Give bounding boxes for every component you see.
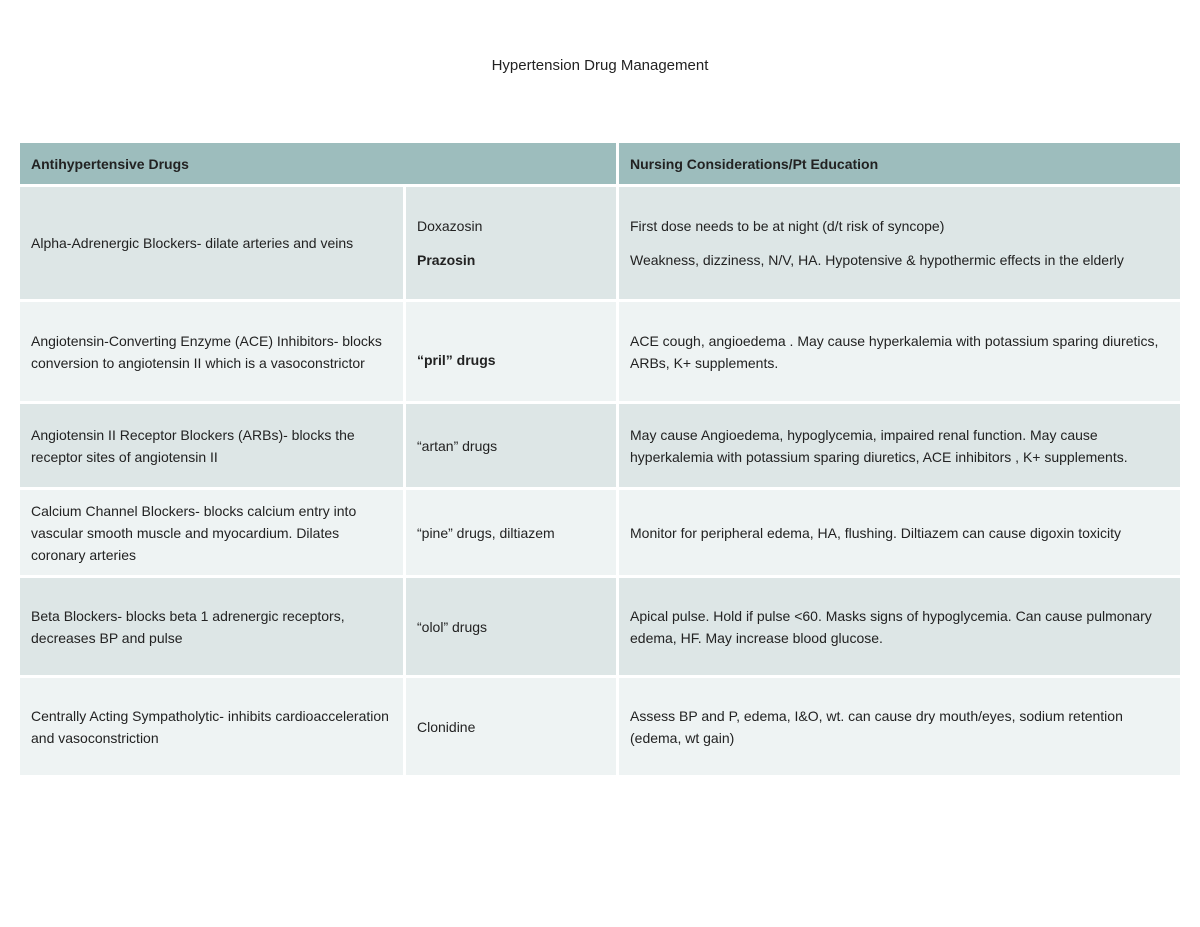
nursing-note: Weakness, dizziness, N/V, HA. Hypotensive & hypothermic effects in the elderly (630, 252, 1124, 268)
table-header-row (20, 143, 1180, 184)
drug-names-cell: “pine” drugs, diltiazem (406, 490, 616, 575)
document-title: Hypertension Drug Management (491, 57, 709, 74)
drug-name: Doxazosin (417, 218, 483, 234)
table-row (20, 187, 1180, 299)
nursing-cell: Assess BP and P, edema, I&O, wt. can cause dry mouth/eyes, sodium retention (edema, wt gain) (619, 678, 1180, 775)
drug-table (17, 140, 1183, 778)
table-row (20, 578, 1180, 675)
header-antihypertensive-drugs: Antihypertensive Drugs (20, 143, 616, 184)
nursing-cell: Apical pulse. Hold if pulse <60. Masks signs of hypoglycemia. Can cause pulmonary edema, HF. May increase blood glucose. (619, 578, 1180, 675)
nursing-cell (619, 187, 1180, 299)
table-row (20, 490, 1180, 575)
nursing-cell: May cause Angioedema, hypoglycemia, impaired renal function. May cause hyperkalemia with potassium sparing diuretics, ACE inhibitors , K+ supplements. (619, 404, 1180, 487)
drug-category-cell: Centrally Acting Sympatholytic- inhibits cardioacceleration and vasoconstriction (20, 678, 403, 775)
drug-names-cell: “olol” drugs (406, 578, 616, 675)
table-row (20, 302, 1180, 401)
drug-names-cell (406, 187, 616, 299)
drug-category-cell: Angiotensin-Converting Enzyme (ACE) Inhibitors- blocks conversion to angiotensin II which is a vasoconstrictor (20, 302, 403, 401)
nursing-cell: ACE cough, angioedema . May cause hyperkalemia with potassium sparing diuretics, ARBs, K+ supplements. (619, 302, 1180, 401)
drug-names-cell: “pril” drugs (406, 302, 616, 401)
drug-category-cell: Beta Blockers- blocks beta 1 adrenergic receptors, decreases BP and pulse (20, 578, 403, 675)
drug-names-cell: “artan” drugs (406, 404, 616, 487)
nursing-cell: Monitor for peripheral edema, HA, flushing. Diltiazem can cause digoxin toxicity (619, 490, 1180, 575)
table-row (20, 404, 1180, 487)
drug-category-cell: Angiotensin II Receptor Blockers (ARBs)- blocks the receptor sites of angiotensin II (20, 404, 403, 487)
nursing-note: First dose needs to be at night (d/t risk of syncope) (630, 218, 945, 234)
header-nursing-considerations: Nursing Considerations/Pt Education (619, 143, 1180, 184)
drug-names-cell: Clonidine (406, 678, 616, 775)
table-row (20, 678, 1180, 775)
drug-category-cell: Alpha-Adrenergic Blockers- dilate arteries and veins (20, 187, 403, 299)
drug-category-cell: Calcium Channel Blockers- blocks calcium entry into vascular smooth muscle and myocardium. Dilates coronary arteries (20, 490, 403, 575)
drug-name: Prazosin (417, 252, 476, 268)
